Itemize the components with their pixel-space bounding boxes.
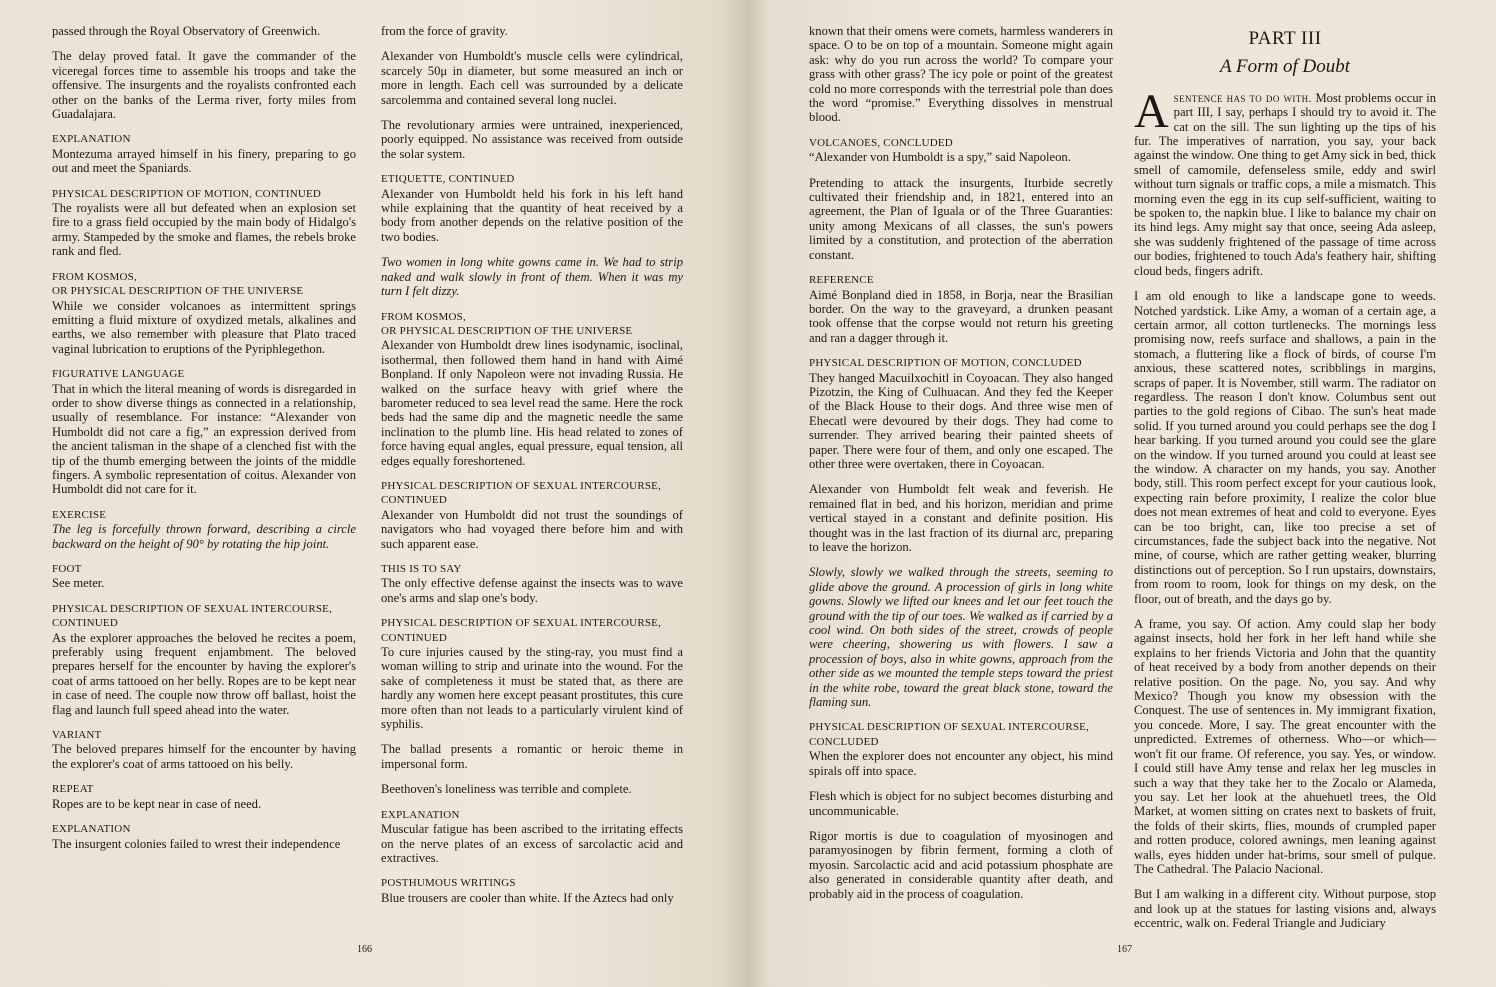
right-column-1 bbox=[809, 24, 1113, 912]
section bbox=[381, 172, 683, 244]
body-paragraph: But I am walking in a different city. Without purpose, stop and look up at the statues for lasting visions and, always eccentric, walk on. Federal Triangle and Judiciary bbox=[1134, 887, 1436, 931]
section-heading-line2: CONTINUED bbox=[52, 617, 118, 630]
paragraph: Beethoven's loneliness was terrible and complete. bbox=[381, 782, 632, 797]
section-heading: EXPLANATION bbox=[52, 823, 131, 836]
section bbox=[381, 479, 683, 551]
section-heading: FIGURATIVE LANGUAGE bbox=[52, 368, 185, 381]
section-body: The only effective defense against the insects was to wave one's arms and slap one's body. bbox=[381, 576, 683, 605]
section-heading: FROM KOSMOS, bbox=[52, 270, 137, 283]
opening-small-caps: sentence has to do with. bbox=[1173, 90, 1313, 105]
section-body: Aimé Bonpland died in 1858, in Borja, near the Brasilian border. On the way to the graveyard, a drunken peasant took offense that the corpse would not return his greeting and ran a dagger through it. bbox=[809, 287, 1113, 345]
drop-cap: A bbox=[1134, 84, 1169, 138]
section-heading: PHYSICAL DESCRIPTION OF MOTION, CONTINUED bbox=[52, 187, 322, 200]
section bbox=[52, 782, 356, 811]
section-heading: PHYSICAL DESCRIPTION OF SEXUAL INTERCOURSE, bbox=[52, 602, 333, 615]
section-heading: VARIANT bbox=[52, 729, 102, 742]
section-heading-line2: OR PHYSICAL DESCRIPTION OF THE UNIVERSE bbox=[381, 324, 633, 337]
paragraph: Rigor mortis is due to coagulation of myosinogen and paramyosinogen by fibrin ferment, forming a cloth of myosin. Sarcolactic acid and acid potassium phosphate are also generated in considerable quantity after death, and probably aid in the process of coagulation. bbox=[809, 828, 1113, 901]
section-body: The beloved prepares himself for the encounter by having the explorer's coat of arms tattooed on his belly. bbox=[52, 742, 356, 771]
section-body: They hanged Macuilxochitl in Coyoacan. They also hanged Pizotzin, the King of Culhuacan. And they fed the Keeper of the Black House to their dogs. And three wise men of Ehecatl were devoured by their dogs. They had come to surrender. They arrived bearing their painted sheets of paper. There were four of them, and only one escaped. The other three were overtaken, there in Coyoacan. bbox=[809, 370, 1113, 471]
section bbox=[52, 367, 356, 497]
paragraph: The revolutionary armies were untrained, inexperienced, poorly equipped. No assistance was received from outside the solar system. bbox=[381, 118, 683, 161]
paragraph: Flesh which is object for no subject becomes disturbing and uncommunicable. bbox=[809, 789, 1113, 818]
italic-passage: Two women in long white gowns came in. We had to strip naked and walk slowly in front of them. When it was my turn I felt dizzy. bbox=[381, 255, 683, 299]
body-paragraph: I am old enough to like a landscape gone to weeds. Notched yardstick. Like Amy, a woman of a certain age, a certain armor, all cotton turtlenecks. The mornings less promising now, reefs surface and shallows, a pain in the stomach, a fluttering like a flock of birds, of course I'm anxious, these scattered notes, scribblings in margins, scraps of paper. It is November, still warm. The radiator on regardless. The reason I don't know. Columbus sent out parties to the gold regions of Cibao. The sun's heat made solid. If you turned around you could perhaps see the dog I hear barking. If you turned around you could see the glare on the window. If you turned around you could at least see the window. A character on my hands, you say. Another body, still. This room perfect except for your cautious look, expecting rain before proximity, I realize the color blue does not mean extremes of heat and cold to everyone. Eyes can be too bright, can, like too precise a set of circumstances, fade the subject back into the negative. Not mine, of course, which are rather getting weaker, blurring distinctions out of perception. So I run upstairs, downstairs, from room to room, look for things on my desk, on the floor, out of breath, and the days go by. bbox=[1134, 289, 1436, 606]
section bbox=[52, 562, 356, 591]
right-column-2 bbox=[1134, 24, 1436, 942]
section-heading: EXPLANATION bbox=[381, 808, 460, 821]
section bbox=[52, 132, 356, 175]
opening-paragraph bbox=[1134, 84, 1436, 278]
section bbox=[52, 728, 356, 771]
section-body: While we consider volcanoes as intermittent springs emitting a fluid mixture of oxydized metals, alkalines and earths, we also remember with pleasure that Plato traced vaginal lubrication to eruptions of the Pyriphlegethon. bbox=[52, 298, 356, 356]
left-page bbox=[0, 0, 746, 987]
section-heading: ETIQUETTE, CONTINUED bbox=[381, 173, 515, 186]
section-heading: EXERCISE bbox=[52, 508, 107, 521]
section-heading-line2: CONCLUDED bbox=[809, 735, 879, 748]
section bbox=[381, 562, 683, 605]
paragraph: passed through the Royal Observatory of Greenwich. bbox=[52, 24, 321, 38]
section bbox=[52, 508, 356, 551]
section bbox=[381, 808, 683, 866]
paragraph: known that their omens were comets, harmless wanderers in space. O to be on top of a mountain. Someone might again ask: why do you run across the world? To compare your grass with other grass? The icy pole or point of the greatest cold no more corresponds with the terrestrial pole than does the word “promise.” Everything dissolves in menstrual blood. bbox=[809, 24, 1113, 125]
section-heading: PHYSICAL DESCRIPTION OF SEXUAL INTERCOURSE, bbox=[381, 617, 662, 630]
paragraph: from the force of gravity. bbox=[381, 24, 508, 38]
section-body: See meter. bbox=[52, 576, 105, 591]
section bbox=[52, 270, 356, 356]
right-page bbox=[746, 0, 1496, 987]
section-body: The royalists were all but defeated when an explosion set fire to a grass field occupied by the main body of Hidalgo's army. Stampeded by the smoke and flames, the rebels broke rank and fled. bbox=[52, 201, 356, 259]
section-body: Alexander von Humboldt drew lines isodynamic, isoclinal, isothermal, then followed them hand in hand with Aimé Bonpland. If only Napoleon were not invading Russia. He walked on the surface heavy with grief where the barometer reduced to sea level read the same. Here the rock beds had the same dip and the magnetic needle the same inclination to the plumb line. His head related to zones of force having equal angles, equal pressure, equal tension, all edges equally foreshortened. bbox=[381, 338, 683, 468]
section-body: As the explorer approaches the beloved he recites a poem, preferably using frequent enjambment. The beloved prepares herself for the encounter by having the explorer's coat of arms tattooed on her belly. Ropes are to be kept near in case of need. The couple now throw off ballast, hoist the flag and launch full speed ahead into the water. bbox=[52, 630, 356, 717]
section-body: Alexander von Humboldt did not trust the soundings of navigators who had voyaged there before him and with such apparent ease. bbox=[381, 507, 683, 551]
section-heading: PHYSICAL DESCRIPTION OF SEXUAL INTERCOURSE, bbox=[809, 721, 1090, 734]
section bbox=[381, 310, 683, 468]
section-heading: THIS IS TO SAY bbox=[381, 563, 462, 575]
section bbox=[809, 273, 1113, 345]
paragraph: Pretending to attack the insurgents, Iturbide secretly cultivated their friendship and, in 1821, entered into an agreement, the Plan of Iguala or of the Three Guaranties: unity among Mexicans of all classes, the sun's powers limited by a constitution, and protection of the aberration constant. bbox=[809, 175, 1113, 262]
section-body: Blue trousers are cooler than white. If the Aztecs had only bbox=[381, 890, 674, 905]
section-body: Montezuma arrayed himself in his finery, preparing to go out and meet the Spaniards. bbox=[52, 146, 356, 176]
body-paragraph: A frame, you say. Of action. Amy could slap her body against insects, hold her fork in her left hand while she explains to her friends Victoria and John that the quantity of heat received by a body from another depends on their relative position. On the page. No, you say. And why Mexico? Though you know my obsession with the Conquest. The use of sentences in. My immigrant fixation, you concede. More, I say. The great encounter with the unpredicted. Extremes of otherness. Who—or which—won't fit our frame. Of reference, you say. Yes, or window. I could still have Amy tense and relax her leg muscles in such a way that they take her to the Zocalo or Alameda, you say. Let her look at the ahuehuetl trees, the Old Market, at women sitting on crates next to baskets of fruit, the folds of their skirts, flies, mounds of crumpled paper and rotten produce, colored awnings, men leaning against walls, eyes hidden under hat-brims, sour smell of pulque. The Cathedral. The Palacio Nacional. bbox=[1134, 617, 1436, 876]
section-heading-line2: CONTINUED bbox=[381, 494, 447, 507]
section-body: “Alexander von Humboldt is a spy,” said Napoleon. bbox=[809, 150, 1071, 165]
section-heading: PHYSICAL DESCRIPTION OF SEXUAL INTERCOURSE, bbox=[381, 479, 662, 492]
section bbox=[809, 720, 1113, 778]
section-heading: FROM KOSMOS, bbox=[381, 310, 466, 323]
chapter-title: A Form of Doubt bbox=[1219, 56, 1350, 78]
section-body: That in which the literal meaning of words is disregarded in order to show diverse things as connected in a relationship, usually of resemblance. For instance: “Alexander von Humboldt did not care a fig,” an expression derived from the ancient talisman in the shape of a clenched fist with the tip of the thumb emerging between the joints of the middle fingers. A symbolic representation of coitus. Alexander von Humboldt did not care for it. bbox=[52, 381, 356, 497]
paragraph: Alexander von Humboldt's muscle cells were cylindrical, scarcely 50μ in diameter, but some measured an inch or more in length. Each cell was surrounded by a delicate sarcolemma and contained several long nuclei. bbox=[381, 49, 683, 107]
section-body: To cure injuries caused by the sting-ray, you must find a woman willing to strip and urinate into the wound. For the sake of completeness it must be stated that, as there are hardly any women here except peasant prostitutes, this cure more often than not leads to a particularly virulent kind of syphilis. bbox=[381, 645, 683, 732]
left-column-1 bbox=[52, 24, 356, 862]
section-heading: FOOT bbox=[52, 563, 82, 575]
paragraph: The ballad presents a romantic or heroic theme in impersonal form. bbox=[381, 742, 683, 771]
paragraph: The delay proved fatal. It gave the commander of the viceregal forces time to assemble his troops and take the offensive. The insurgents and the royalists confronted each other on the banks of the Lerma river, forty miles from Guadalajara. bbox=[52, 49, 356, 122]
section bbox=[381, 876, 683, 905]
section-heading: EXPLANATION bbox=[52, 133, 131, 146]
section-body: Muscular fatigue has been ascribed to the irritating effects on the nerve plates of an excess of sarcolactic acid and extractives. bbox=[381, 822, 683, 865]
section-italic-body: The leg is forcefully thrown forward, describing a circle backward on the height of 90° by rotating the hip joint. bbox=[52, 522, 356, 551]
italic-passage: Slowly, slowly we walked through the streets, seeming to glide above the ground. A procession of girls in long white gowns. Slowly we lifted our knees and let our feet touch the ground with the tip of our toes. We walked as if carried by a cool wind. On both sides of the street, crowds of people were cheering, showering us with flowers. I saw a procession of boys, also in white gowns, approach from the other side as we mounted the temple steps toward the priest in the white robe, toward the great black stone, toward the flaming sun. bbox=[809, 565, 1113, 710]
page-number-right: 167 bbox=[1117, 944, 1132, 955]
section-heading: POSTHUMOUS WRITINGS bbox=[381, 877, 516, 890]
section bbox=[52, 822, 356, 851]
section-heading-line2: CONTINUED bbox=[381, 631, 447, 644]
left-column-2 bbox=[381, 24, 683, 916]
section bbox=[381, 616, 683, 731]
opening-text: Most problems occur in part III, I say, perhaps I should try to avoid it. The cat on the sill. The sun lighting up the tips of his fur. The imperatives of narration, you say, your back against the window. One thing to get Amy sick in bed, thick smell of camomile, defenseless smile, eddy and swirl without turn signals or traffic cops, a mile a mismatch. This morning even the egg in its cup self-sufficient, waiting to be spoken to, the napkin blue. I like to balance my chair on its hind legs. Amy might say that once, seeing Ada asleep, she was suddenly frightened of the passage of time across our bodies, frightened to touch Ada's feathery hair, shifting cloud beds, fingers adrift. bbox=[1134, 90, 1436, 278]
part-heading: PART III bbox=[1248, 28, 1322, 49]
section bbox=[52, 187, 356, 259]
section-heading-line2: OR PHYSICAL DESCRIPTION OF THE UNIVERSE bbox=[52, 285, 304, 298]
section-heading: REFERENCE bbox=[809, 274, 874, 287]
section-heading: VOLCANOES, CONCLUDED bbox=[809, 136, 953, 149]
section-body: Ropes are to be kept near in case of need. bbox=[52, 796, 262, 811]
section-body: Alexander von Humboldt held his fork in his left hand while explaining that the quantity of heat received by a body from another depends on the relative position of the two bodies. bbox=[381, 186, 683, 244]
section-heading: REPEAT bbox=[52, 783, 94, 796]
section-heading: PHYSICAL DESCRIPTION OF MOTION, CONCLUDED bbox=[809, 357, 1082, 370]
paragraph: Alexander von Humboldt felt weak and feverish. He remained flat in bed, and his horizon, meridian and prime vertical stayed in a constant and definite position. His thought was in the last fraction of its diurnal arc, preparing to leave the horizon. bbox=[809, 482, 1113, 554]
page-number-left: 166 bbox=[357, 944, 372, 955]
section-body: The insurgent colonies failed to wrest their independence bbox=[52, 836, 341, 851]
section bbox=[809, 356, 1113, 471]
section bbox=[809, 136, 1113, 165]
section bbox=[52, 602, 356, 717]
section-body: When the explorer does not encounter any object, his mind spirals off into space. bbox=[809, 749, 1113, 778]
